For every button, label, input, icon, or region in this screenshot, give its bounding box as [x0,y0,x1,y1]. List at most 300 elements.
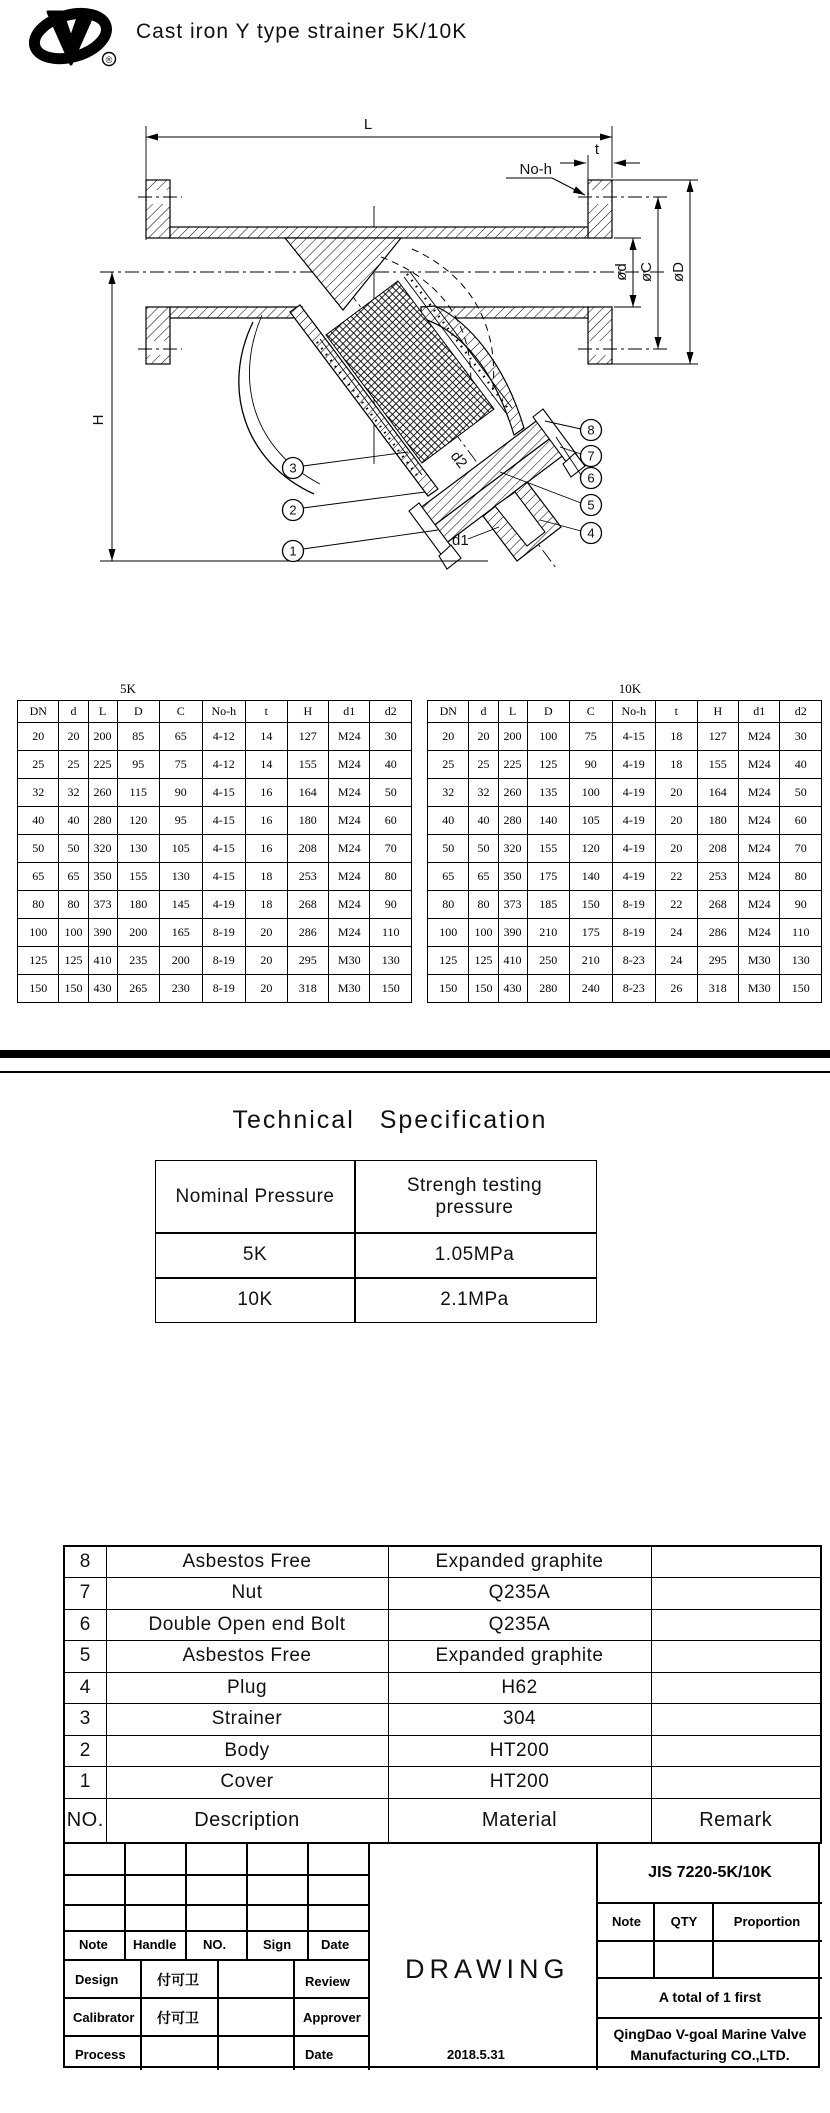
tb-date-label: Date [321,1937,350,1952]
table-cell: 4-15 [612,723,656,751]
table-cell: M24 [739,919,780,947]
table-cell: 390 [498,919,527,947]
table-cell: 320 [88,835,117,863]
table-cell: 100 [570,779,613,807]
table-cell: 208 [697,835,738,863]
table-cell: 20 [59,723,88,751]
table-cell: 25 [469,751,498,779]
parts-header-remark: Remark [651,1798,821,1843]
tb-handle-label: Handle [133,1937,177,1952]
table-cell: 4-15 [202,863,246,891]
table-cell: 235 [117,947,160,975]
strainer-section-drawing [0,0,830,660]
table-cell: M30 [329,947,370,975]
table-cell: 8-19 [202,919,246,947]
table-cell: 4-15 [202,779,246,807]
table-cell: M24 [329,751,370,779]
table-cell: Nut [106,1578,388,1610]
table-cell: 4-19 [612,807,656,835]
table-cell: 120 [117,807,160,835]
table-cell: 150 [59,975,88,1003]
tb-sign-label: Sign [263,1937,292,1952]
table-cell: 100 [59,919,88,947]
table-cell: 90 [160,779,203,807]
table-header-row [428,701,822,723]
tb-company-line2: Manufacturing CO.,LTD. [630,2047,790,2063]
table-cell: M24 [739,779,780,807]
table-cell: Body [106,1735,388,1767]
table-cell: 20 [656,807,697,835]
table-cell: 18 [656,723,697,751]
parts-list-table [63,1545,822,1844]
table-cell: 4-15 [202,807,246,835]
table-cell: M24 [739,807,780,835]
table-cell [651,1735,821,1767]
table-cell: 155 [697,751,738,779]
table-cell: 40 [780,751,822,779]
table-cell: 30 [780,723,822,751]
table-cell: 14 [246,723,287,751]
tb-designer-signature: 付可卫 [157,1972,199,1988]
column-header: H [697,701,738,723]
table-cell: 430 [498,975,527,1003]
balloon-1: 1 [289,543,297,559]
table-cell: 265 [117,975,160,1003]
tb-no-label: NO. [203,1937,227,1952]
table-cell [651,1767,821,1799]
balloon-3: 3 [289,460,297,476]
table-cell: 4-19 [612,751,656,779]
column-header: H [287,701,328,723]
table-cell: 20 [246,919,287,947]
table-cell: Asbestos Free [106,1546,388,1578]
table-cell: 8 [64,1546,106,1578]
table-cell: 80 [370,863,412,891]
table-cell: 320 [498,835,527,863]
title-block [63,1842,820,2068]
table-cell: 20 [656,779,697,807]
table-cell: 8-19 [202,947,246,975]
dim-label-od: ød [613,263,630,281]
table-cell: 230 [160,975,203,1003]
table-cell: H62 [388,1672,651,1704]
table-cell: 40 [428,807,469,835]
table-cell: 40 [59,807,88,835]
table-cell: 185 [527,891,570,919]
table-cell: 2 [64,1735,106,1767]
column-header: d [469,701,498,723]
table-cell: 40 [18,807,59,835]
dim-label-no-h: No-h [519,161,552,178]
table-cell: 125 [527,751,570,779]
table-cell: 85 [117,723,160,751]
table-cell: Plug [106,1672,388,1704]
table-cell: 16 [246,835,287,863]
table-cell [651,1609,821,1641]
column-header: d2 [370,701,412,723]
tb-review-label: Review [305,1974,350,1989]
table-cell: 4-19 [612,863,656,891]
table-cell: 50 [59,835,88,863]
table-cell: 110 [780,919,822,947]
table-cell: 95 [117,751,160,779]
table-row [18,807,412,835]
table-cell: 155 [287,751,328,779]
table-cell: 127 [697,723,738,751]
table-cell: M24 [329,723,370,751]
table-row [18,975,412,1003]
dim-label-H: H [90,414,107,426]
table-cell: M30 [739,975,780,1003]
tb-proportion-label: Proportion [733,1914,801,1929]
table-cell: 125 [59,947,88,975]
table-cell: 3 [64,1704,106,1736]
table-cell: M24 [329,919,370,947]
balloon-4: 4 [587,525,595,541]
table-cell: 70 [370,835,412,863]
table-cell: 30 [370,723,412,751]
column-header: No-h [612,701,656,723]
table-cell: 25 [18,751,59,779]
table-cell: 127 [287,723,328,751]
tech-spec-table [155,1160,597,1323]
table-cell: 130 [117,835,160,863]
tb-process-label: Process [75,2047,126,2062]
table-cell: 120 [570,835,613,863]
column-header: C [570,701,613,723]
table-cell: 200 [498,723,527,751]
table-cell: 180 [697,807,738,835]
table-cell: M24 [329,835,370,863]
tb-company-line1: QingDao V-goal Marine Valve [613,2026,807,2042]
table-row [428,723,822,751]
table-cell: 90 [370,891,412,919]
table-cell: 318 [287,975,328,1003]
parts-header-row [64,1798,821,1843]
balloon-2: 2 [289,502,297,518]
table-cell: 20 [428,723,469,751]
column-header: d1 [329,701,370,723]
table-cell: 250 [527,947,570,975]
column-header: L [498,701,527,723]
table-cell: 4-19 [612,835,656,863]
table-cell: 32 [428,779,469,807]
table-cell: 140 [527,807,570,835]
table-cell: 8-19 [202,975,246,1003]
table-cell: 105 [570,807,613,835]
table-cell [651,1704,821,1736]
tb-date-value: 2018.5.31 [447,2047,505,2062]
table-cell: 65 [469,863,498,891]
table-cell: 350 [498,863,527,891]
table-cell: 50 [780,779,822,807]
table-cell: M24 [329,863,370,891]
table-row [64,1546,821,1578]
table-row [428,919,822,947]
table-cell: 5 [64,1641,106,1673]
table-cell: 25 [59,751,88,779]
table-cell: 20 [246,947,287,975]
table-row [18,891,412,919]
table-cell: 65 [59,863,88,891]
table-cell: 65 [428,863,469,891]
spec-cell-5k: 5K [242,1243,268,1265]
table-row [428,947,822,975]
table-cell: 200 [88,723,117,751]
table-cell: 125 [428,947,469,975]
table-cell: 22 [656,863,697,891]
table-cell: 350 [88,863,117,891]
table-cell: 18 [246,891,287,919]
table-cell [651,1641,821,1673]
table-cell: 260 [498,779,527,807]
table-cell: 164 [697,779,738,807]
table-cell: 65 [18,863,59,891]
table-cell: 253 [287,863,328,891]
table-row [64,1735,821,1767]
table-row [64,1641,821,1673]
table-cell: 75 [570,723,613,751]
table-cell: 295 [287,947,328,975]
spec-header-nominal-pressure: Nominal Pressure [175,1185,335,1207]
balloon-7: 7 [587,448,595,464]
table-cell: 253 [697,863,738,891]
table-caption-10k: 10K [618,681,642,696]
table-cell: Asbestos Free [106,1641,388,1673]
table-cell: 200 [117,919,160,947]
table-cell: 80 [18,891,59,919]
table-cell: 50 [18,835,59,863]
table-cell: 410 [498,947,527,975]
table-cell: 60 [780,807,822,835]
table-cell: 80 [59,891,88,919]
table-cell: 286 [287,919,328,947]
table-cell: 22 [656,891,697,919]
table-row [428,807,822,835]
table-cell: 80 [780,863,822,891]
table-cell: M30 [329,975,370,1003]
table-cell: 32 [469,779,498,807]
table-cell: 4-19 [202,891,246,919]
table-cell: 25 [428,751,469,779]
table-row [64,1767,821,1799]
parts-header-description: Description [106,1798,388,1843]
dimension-table-5k [17,700,412,1003]
table-row [64,1609,821,1641]
table-row [18,751,412,779]
balloon-8: 8 [587,422,595,438]
dim-label-oD: øD [670,262,687,282]
table-cell: 100 [527,723,570,751]
section-divider-thin [0,1071,830,1073]
table-cell: M24 [739,751,780,779]
table-cell: 65 [160,723,203,751]
table-cell: 75 [160,751,203,779]
table-cell: 1 [64,1767,106,1799]
tb-design-label: Design [75,1972,119,1987]
table-header-row [18,701,412,723]
table-cell: 175 [527,863,570,891]
table-row [64,1704,821,1736]
balloon-6: 6 [587,470,595,486]
column-header: t [656,701,697,723]
table-cell: 8-19 [612,919,656,947]
column-header: d1 [739,701,780,723]
table-cell: M24 [739,891,780,919]
table-cell: 150 [570,891,613,919]
table-cell: 240 [570,975,613,1003]
table-cell: 150 [428,975,469,1003]
tb-standard: JIS 7220-5K/10K [648,1864,772,1881]
tb-calibrator-signature: 付可卫 [157,2010,199,2026]
table-cell: 280 [498,807,527,835]
table-cell: 280 [527,975,570,1003]
table-cell: 8-23 [612,975,656,1003]
column-header: d [59,701,88,723]
table-cell: Q235A [388,1609,651,1641]
table-row [428,863,822,891]
table-cell: 410 [88,947,117,975]
table-row [18,835,412,863]
parts-header-material: Material [388,1798,651,1843]
table-row [64,1578,821,1610]
table-row [428,835,822,863]
table-cell: 210 [527,919,570,947]
table-cell: 208 [287,835,328,863]
table-cell: 105 [160,835,203,863]
table-cell: 318 [697,975,738,1003]
dim-label-d1: d1 [452,532,469,549]
table-row [18,779,412,807]
table-cell: 150 [469,975,498,1003]
table-cell: 175 [570,919,613,947]
table-cell: 50 [428,835,469,863]
table-cell: 155 [117,863,160,891]
table-cell: 18 [656,751,697,779]
parts-header-no: NO. [64,1798,106,1843]
table-cell: 50 [469,835,498,863]
table-cell: 280 [88,807,117,835]
table-cell: 110 [370,919,412,947]
table-cell: M30 [739,947,780,975]
table-cell [651,1672,821,1704]
table-cell: 7 [64,1578,106,1610]
table-cell: 6 [64,1609,106,1641]
table-cell [651,1578,821,1610]
table-cell: M24 [329,779,370,807]
table-cell: 155 [527,835,570,863]
table-cell: 100 [18,919,59,947]
dim-label-d2: d2 [446,447,471,472]
table-cell: HT200 [388,1735,651,1767]
tb-note-label: Note [79,1937,108,1952]
table-row [428,779,822,807]
table-cell: 295 [697,947,738,975]
table-cell: 8-23 [612,947,656,975]
table-cell: 4 [64,1672,106,1704]
table-cell: 80 [469,891,498,919]
dim-label-t: t [594,141,600,158]
table-cell: 90 [570,751,613,779]
balloon-5: 5 [587,497,595,513]
table-cell: 180 [287,807,328,835]
table-cell: 70 [780,835,822,863]
table-cell: 130 [370,947,412,975]
table-cell: 26 [656,975,697,1003]
tech-spec-heading: Technical Specification [232,1106,548,1134]
table-cell: 268 [287,891,328,919]
tb-calibrator-label: Calibrator [73,2010,135,2025]
table-cell: 60 [370,807,412,835]
dim-label-L: L [363,116,373,133]
table-cell: 150 [370,975,412,1003]
table-cell: 40 [469,807,498,835]
tb-total: A total of 1 first [658,1989,762,2005]
table-cell: M24 [329,891,370,919]
table-cell: 165 [160,919,203,947]
table-caption-5k: 5K [120,681,136,696]
table-cell: M24 [739,723,780,751]
table-cell: 286 [697,919,738,947]
dimension-table-10k [427,700,822,1003]
table-cell: 24 [656,947,697,975]
table-cell: 20 [469,723,498,751]
table-cell: 100 [428,919,469,947]
column-header: DN [18,701,59,723]
table-cell: 4-15 [202,835,246,863]
tb-date2-label: Date [305,2047,334,2062]
table-cell: 225 [88,751,117,779]
tb-qty-label: QTY [670,1914,698,1929]
table-cell: 90 [780,891,822,919]
table-row [428,891,822,919]
table-cell: 145 [160,891,203,919]
table-cell: Double Open end Bolt [106,1609,388,1641]
table-cell: 304 [388,1704,651,1736]
column-header: t [246,701,287,723]
table-cell: 50 [370,779,412,807]
table-cell: 20 [246,975,287,1003]
tb-drawing-title: DRAWING [405,1954,570,1984]
table-cell: M24 [329,807,370,835]
column-header: DN [428,701,469,723]
table-cell: 373 [88,891,117,919]
table-cell: 18 [246,863,287,891]
column-header: C [160,701,203,723]
table-cell: Strainer [106,1704,388,1736]
table-cell: 130 [160,863,203,891]
table-row [64,1672,821,1704]
table-cell: 390 [88,919,117,947]
tb-note2-label: Note [612,1914,641,1929]
table-cell: 4-19 [612,779,656,807]
column-header: No-h [202,701,246,723]
table-cell: 40 [370,751,412,779]
registered-mark: ® [105,55,113,65]
table-cell: 32 [59,779,88,807]
table-cell: HT200 [388,1767,651,1799]
column-header: D [117,701,160,723]
table-cell: 20 [656,835,697,863]
dim-label-oC: øC [638,262,655,282]
table-cell: 210 [570,947,613,975]
table-cell: 125 [469,947,498,975]
spec-cell-5k-pressure: 1.05MPa [434,1243,515,1265]
section-divider-thick [0,1050,830,1058]
table-cell: 95 [160,807,203,835]
table-row [428,975,822,1003]
table-cell: 135 [527,779,570,807]
